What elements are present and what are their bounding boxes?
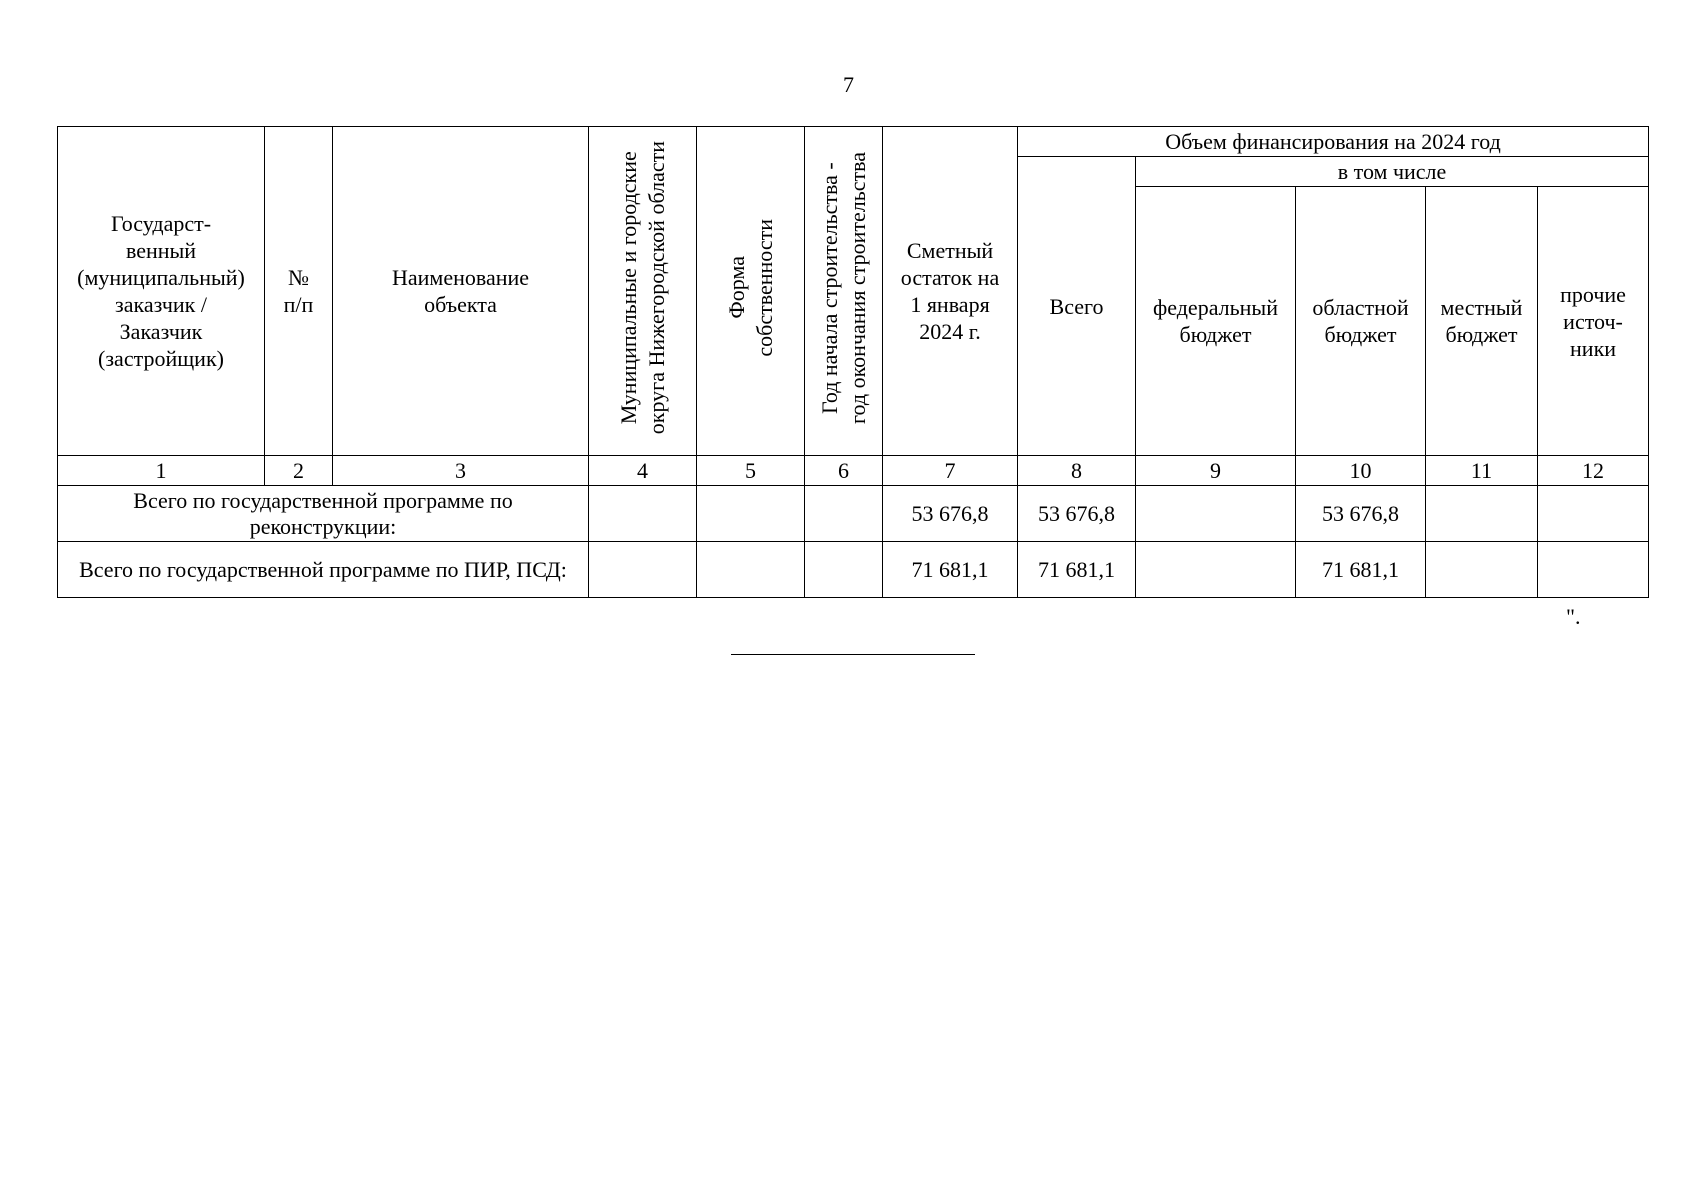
column-number: 4 [589,456,697,486]
header-object-name: Наименование объекта [333,127,589,456]
cell-ownership-form [697,542,805,598]
cell-estimated-balance: 53 676,8 [883,486,1018,542]
column-number: 3 [333,456,589,486]
cell-other-sources [1538,542,1649,598]
cell-total: 53 676,8 [1018,486,1136,542]
end-of-document-rule [731,654,975,655]
cell-construction-years [805,486,883,542]
header-construction-years-text: Год начала строительства - год окончания строительства [816,152,870,424]
column-number: 11 [1426,456,1538,486]
cell-municipal-districts [589,486,697,542]
column-number: 7 [883,456,1018,486]
table-row [58,542,1649,598]
cell-regional-budget: 53 676,8 [1296,486,1426,542]
financing-table [57,126,1649,598]
cell-ownership-form [697,486,805,542]
cell-construction-years [805,542,883,598]
column-number: 6 [805,456,883,486]
header-municipal-districts-text: Муниципальные и городские округа Нижегородской области [615,141,669,435]
header-local-budget: местный бюджет [1426,187,1538,456]
column-number: 8 [1018,456,1136,486]
row-label: Всего по государственной программе по реконструкции: [58,486,589,542]
header-ownership-form [697,127,805,456]
header-row-top [58,127,1649,157]
column-number: 5 [697,456,805,486]
column-number: 1 [58,456,265,486]
cell-regional-budget: 71 681,1 [1296,542,1426,598]
header-including: в том числе [1136,157,1649,187]
column-number: 12 [1538,456,1649,486]
header-estimated-balance: Сметный остаток на 1 января 2024 г. [883,127,1018,456]
header-municipal-districts [589,127,697,456]
column-number: 2 [265,456,333,486]
header-regional-budget: областной бюджет [1296,187,1426,456]
header-total: Всего [1018,157,1136,456]
cell-other-sources [1538,486,1649,542]
closing-quote-mark: ". [1566,604,1581,629]
header-financing-group: Объем финансирования на 2024 год [1018,127,1649,157]
header-customer: Государст- венный (муниципальный) заказчик / Заказчик (застройщик) [58,127,265,456]
header-federal-budget: федеральный бюджет [1136,187,1296,456]
cell-estimated-balance: 71 681,1 [883,542,1018,598]
header-construction-years [805,127,883,456]
cell-local-budget [1426,486,1538,542]
table-row [58,486,1649,542]
cell-total: 71 681,1 [1018,542,1136,598]
column-number: 10 [1296,456,1426,486]
header-ownership-form-text: Форма собственности [723,219,777,357]
cell-municipal-districts [589,542,697,598]
column-numbers-row [58,456,1649,486]
cell-federal-budget [1136,542,1296,598]
row-label: Всего по государственной программе по ПИР, ПСД: [58,542,589,598]
header-number: № п/п [265,127,333,456]
page-number: 7 [843,72,854,97]
cell-local-budget [1426,542,1538,598]
cell-federal-budget [1136,486,1296,542]
column-number: 9 [1136,456,1296,486]
header-other-sources: прочие источ- ники [1538,187,1649,456]
